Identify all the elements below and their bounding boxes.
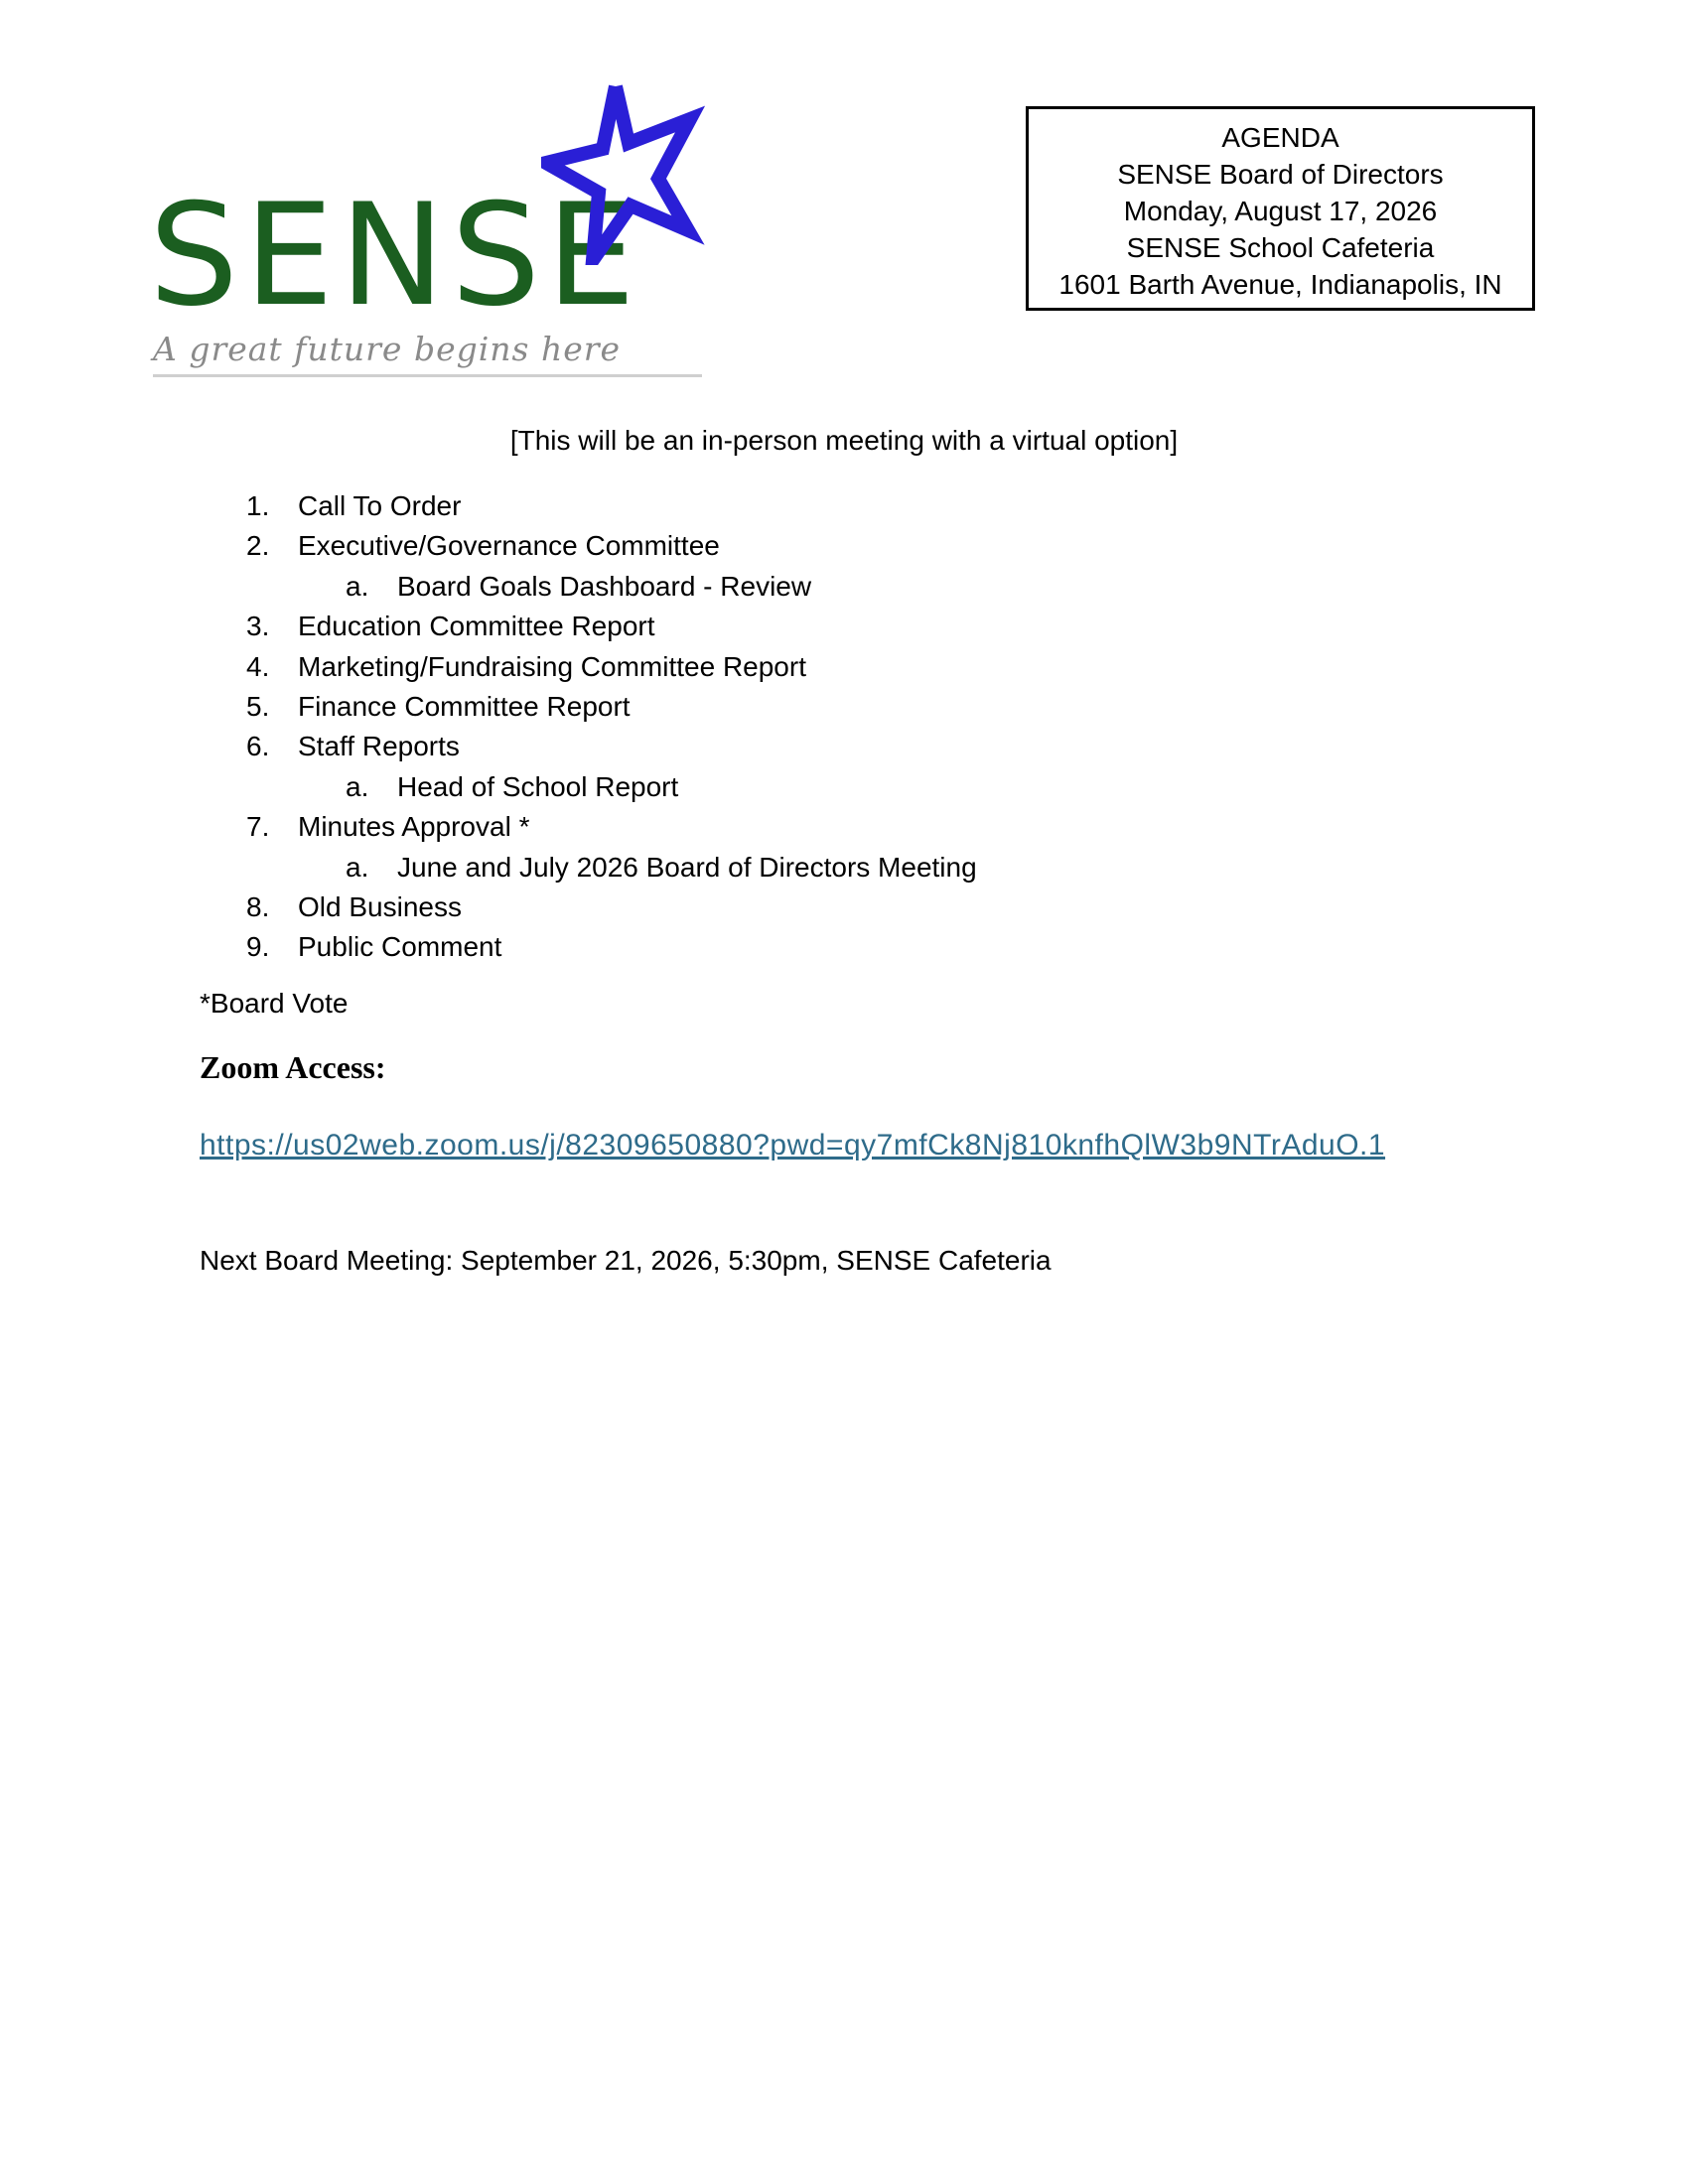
agenda-item-number: 6. [246,731,270,762]
agenda-subitem-text: June and July 2026 Board of Directors Meeting [397,851,977,883]
agenda-subitem-letter: a. [346,770,369,802]
logo-underline [153,374,702,377]
agenda-item-text: Education Committee Report [298,611,655,642]
board-vote-note: *Board Vote [200,988,349,1019]
agenda-subitem-letter: a. [346,851,369,883]
agenda-header-box [1026,106,1535,311]
agenda-item-text: Call To Order [298,490,462,521]
zoom-access-heading: Zoom Access: [200,1049,386,1085]
agenda-item-number: 7. [246,811,270,843]
agenda-subitem-letter: a. [346,570,369,602]
agenda-item-text: Old Business [298,890,462,922]
agenda-item-text: Finance Committee Report [298,690,631,722]
agenda-subitem [246,767,1537,807]
agenda-item [246,647,1537,687]
agenda-item [246,687,1537,727]
zoom-meeting-link[interactable]: https://us02web.zoom.us/j/82309650880?pwd=qy7mfCk8Nj810knfhQlW3b9NTrAduO.1 [200,1129,1386,1161]
agenda-item [246,486,1537,526]
agenda-item-number: 5. [246,690,270,722]
meeting-format-note: [This will be an in-person meeting with a virtual option] [509,425,1179,456]
agenda-item-text: Executive/Governance Committee [298,530,720,562]
agenda-list [246,486,1537,968]
agenda-item [246,807,1537,847]
agenda-item [246,727,1537,766]
agenda-item-text: Minutes Approval * [298,811,530,843]
agenda-subitem [246,848,1537,887]
agenda-item [246,887,1537,927]
agenda-item-number: 4. [246,650,270,682]
logo-wordmark: SENSE [149,174,641,338]
agenda-venue: SENSE School Cafeteria [1126,232,1435,263]
sense-logo [149,81,705,379]
agenda-item-text: Marketing/Fundraising Committee Report [298,650,806,682]
agenda-item-text: Public Comment [298,931,502,963]
agenda-item [246,526,1537,566]
agenda-subitem-text: Board Goals Dashboard - Review [397,570,812,602]
agenda-organization: SENSE Board of Directors [1117,159,1444,190]
logo-tagline: A great future begins here [153,330,622,368]
agenda-item-number: 1. [246,490,270,521]
agenda-address: 1601 Barth Avenue, Indianapolis, IN [1058,269,1502,300]
agenda-item-number: 8. [246,890,270,922]
agenda-item-number: 3. [246,611,270,642]
agenda-item-number: 9. [246,931,270,963]
star-icon [541,81,705,265]
agenda-subitem [246,567,1537,607]
agenda-item [246,607,1537,646]
agenda-subitem-text: Head of School Report [397,770,679,802]
agenda-title: AGENDA [1221,122,1339,153]
agenda-item-text: Staff Reports [298,731,460,762]
agenda-date: Monday, August 17, 2026 [1123,196,1438,226]
agenda-item [246,927,1537,967]
next-meeting-info: Next Board Meeting: September 21, 2026, 5:30pm, SENSE Cafeteria [200,1245,1052,1276]
agenda-item-number: 2. [246,530,270,562]
